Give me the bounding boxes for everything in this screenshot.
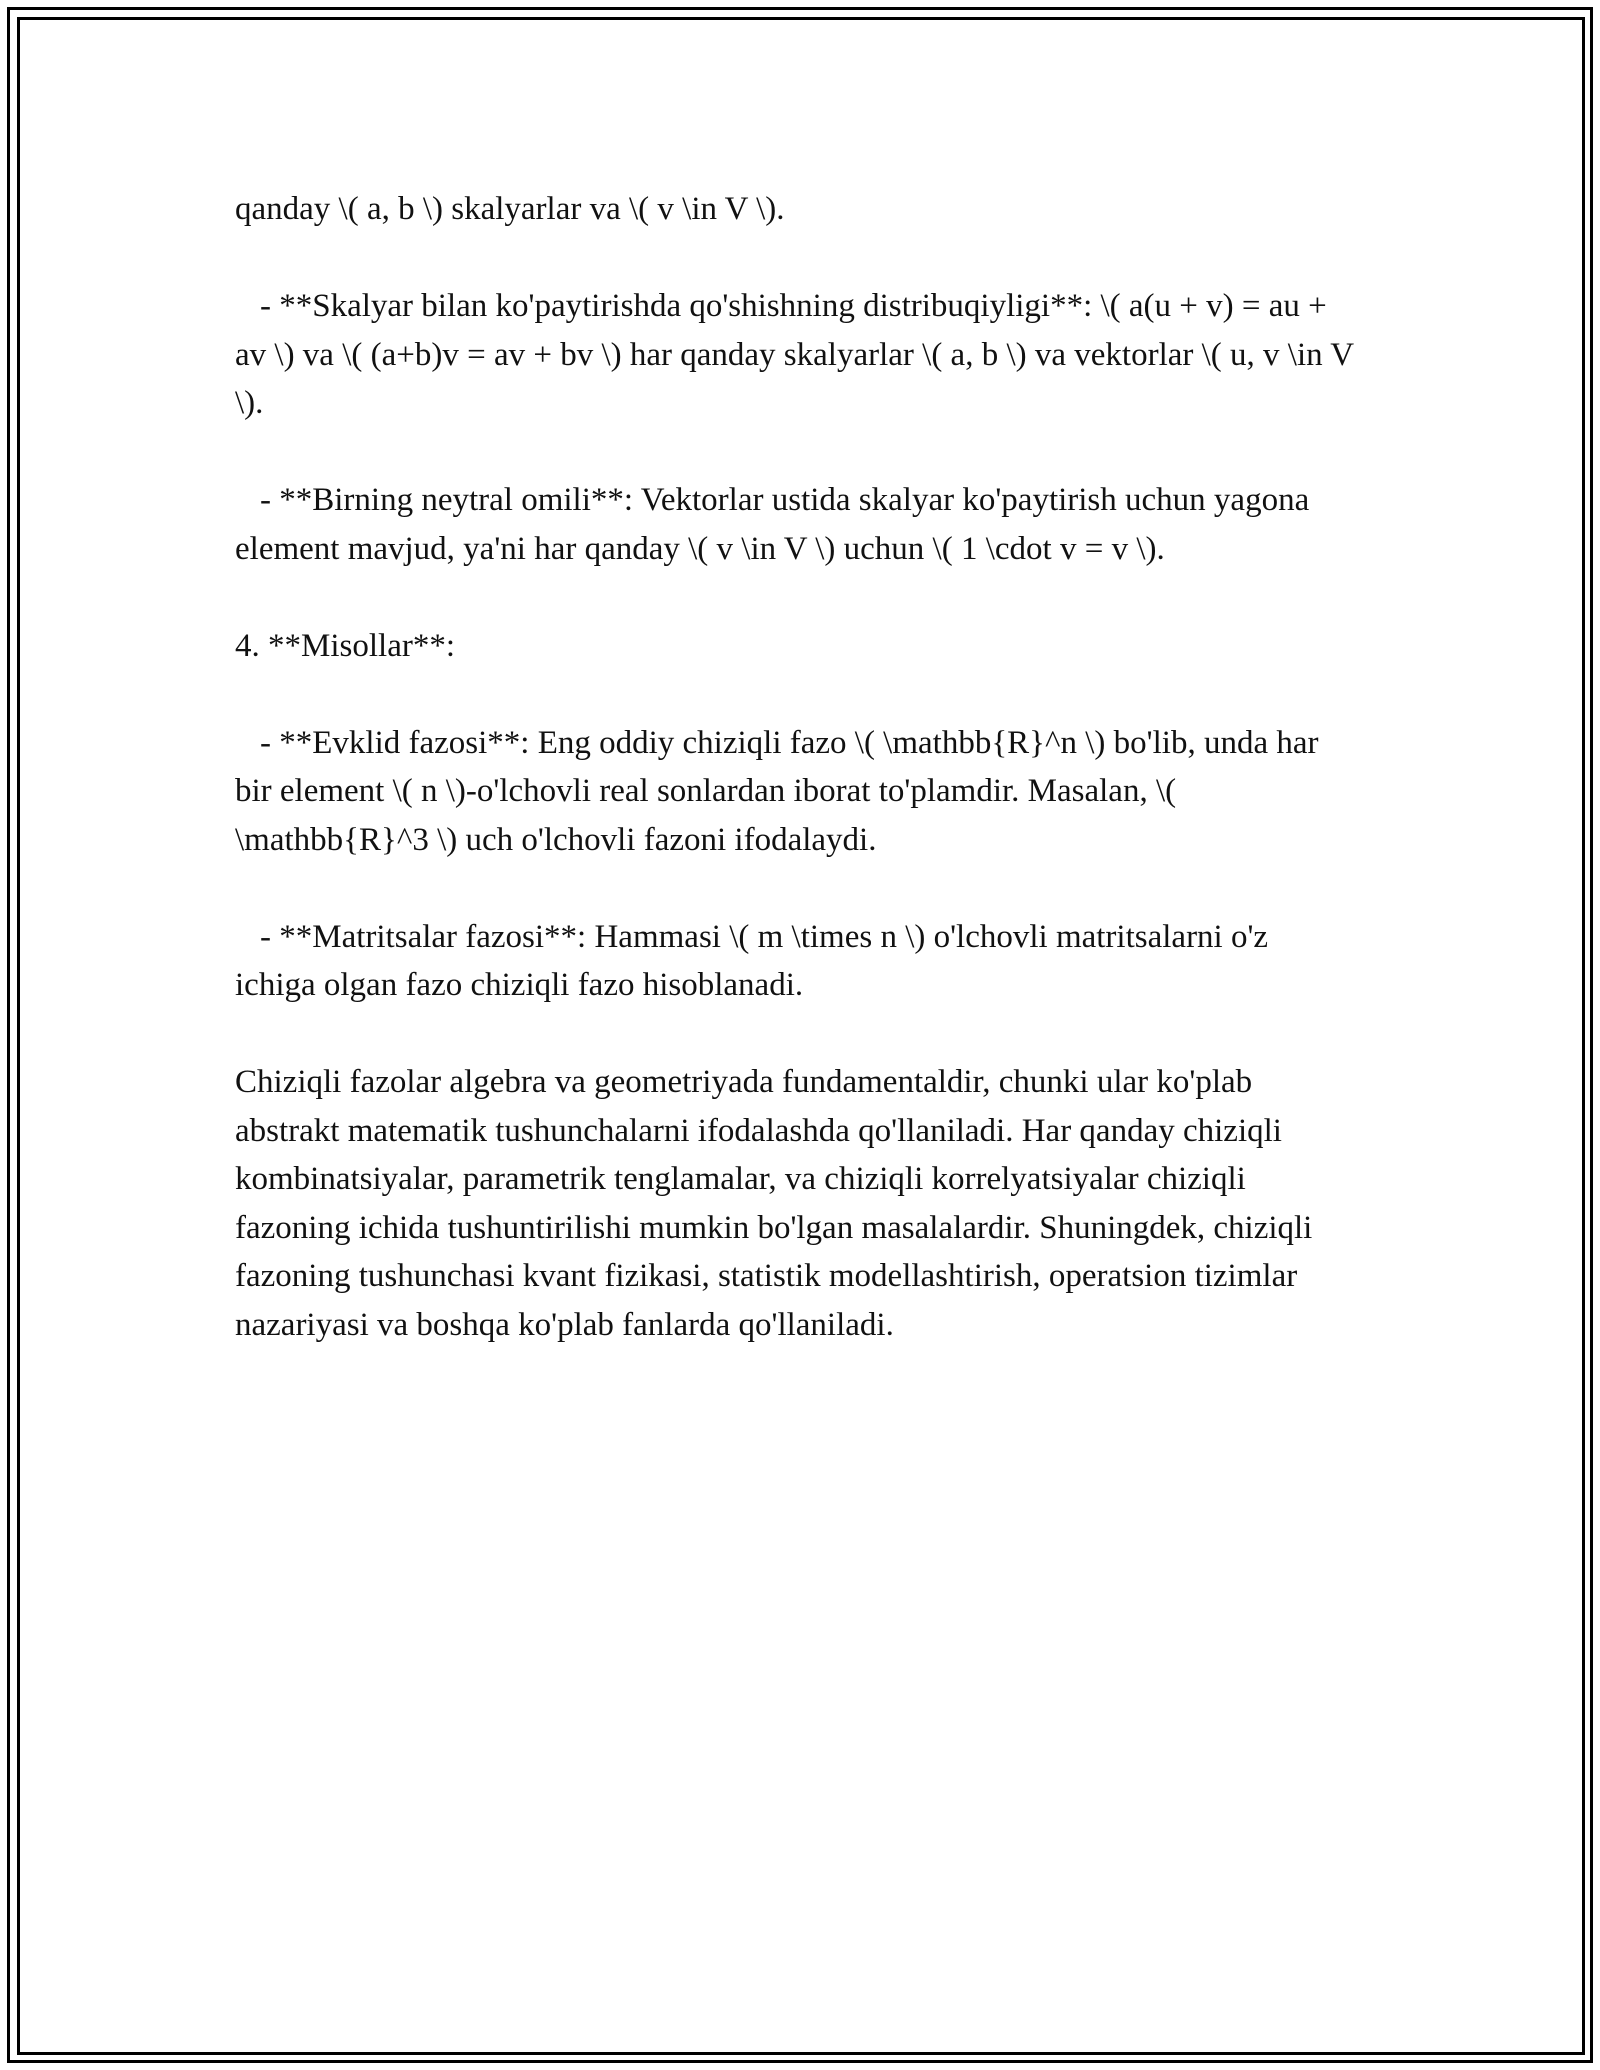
bullet-matrix-space (235, 913, 1355, 1010)
bullet-distributivity (235, 282, 1355, 428)
paragraph-text: - **Evklid fazosi**: Eng oddiy chiziqli fazo \( \mathbb{R}^n \) bo'lib, unda har bir element \( n \)-o'lchovli real sonlardan iborat to'plamdir. Masalan, \( \mathbb{R}^3 \) uch o'lchovli fazoni ifodalaydi. (235, 724, 1319, 858)
paragraph-continuation (235, 185, 1355, 234)
paragraph-text: - **Birning neytral omili**: Vektorlar ustida skalyar ko'paytirish uchun yagona element mavjud, ya'ni har qanday \( v \in V \) uchun \( 1 \cdot v = v \). (235, 482, 1310, 567)
paragraph-text: Chiziqli fazolar algebra va geometriyada fundamentaldir, chunki ular ko'plab abstrakt matematik tushunchalarni ifodalashda qo'llaniladi. Har qanday chiziqli kombinatsiyalar, parametrik tenglamalar, va chiziqli korrelyatsiyalar chiziqli fazoning ichida tushuntirilishi mumkin bo'lgan masalalardir. Shuningdek, chiziqli fazoning tushunchasi kvant fizikasi, statistik modellashtirish, operatsion tizimlar nazariyasi va boshqa ko'plab fanlarda qo'llaniladi. (235, 1064, 1313, 1343)
paragraph-text: qanday \( a, b \) skalyarlar va \( v \in V \). (235, 191, 785, 227)
bullet-euclidean-space (235, 719, 1355, 865)
paragraph-conclusion (235, 1058, 1355, 1349)
paragraph-text: 4. **Misollar**: (235, 627, 455, 664)
paragraph-text: - **Skalyar bilan ko'paytirishda qo'shishning distribuqiyligi**: \( a(u + v) = au + av \) va \( (a+b)v = av + bv \) har qanday skalyarlar \( a, b \) va vektorlar \( u, v \in V \). (235, 288, 1354, 421)
bullet-neutral-element (235, 476, 1355, 573)
document-body (235, 185, 1355, 1398)
paragraph-text: - **Matritsalar fazosi**: Hammasi \( m \times n \) o'lchovli matritsalarni o'z ichiga olgan fazo chiziqli fazo hisoblanadi. (235, 918, 1269, 1003)
section-heading-examples (235, 622, 1355, 671)
